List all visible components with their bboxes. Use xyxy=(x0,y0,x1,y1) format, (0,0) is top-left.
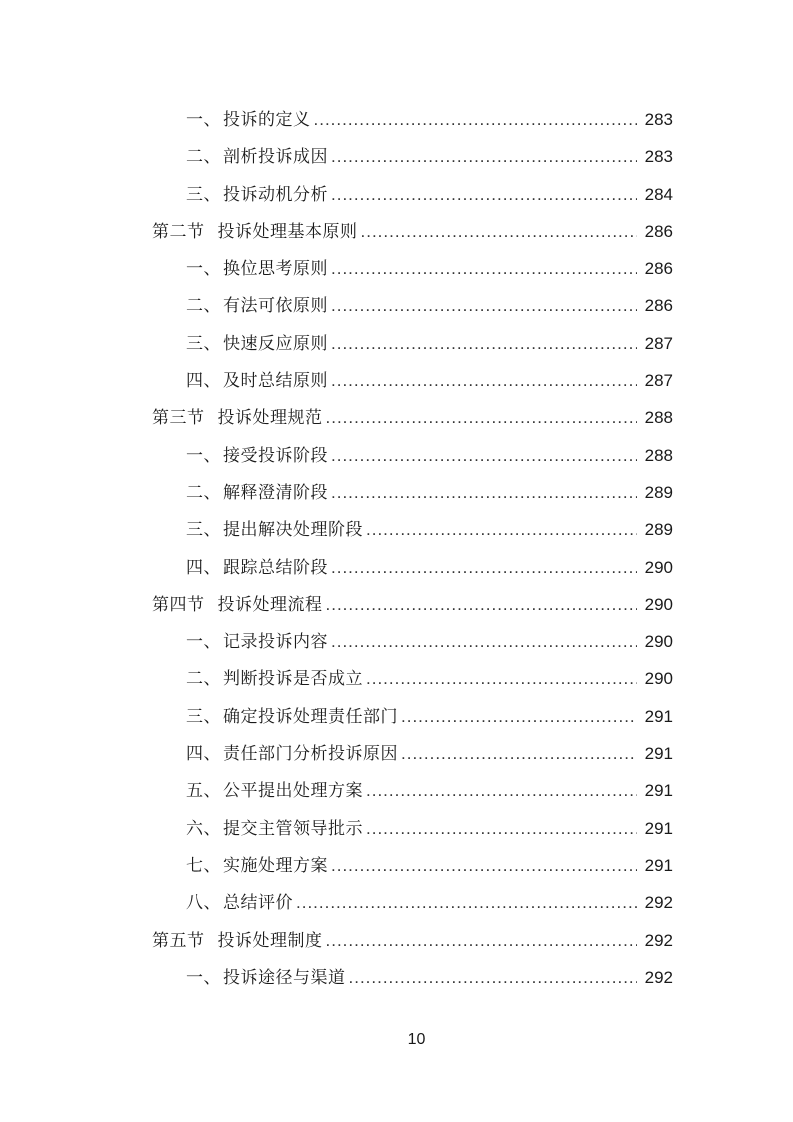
dot-leader xyxy=(401,698,637,735)
toc-entry-title: 投诉动机分析 xyxy=(223,184,328,205)
toc-entry-label xyxy=(186,550,328,587)
toc-entry-title: 投诉处理规范 xyxy=(217,408,323,429)
toc-entry-page: 286 xyxy=(644,296,673,316)
toc-entry[interactable] xyxy=(152,511,673,548)
toc-section-entry[interactable] xyxy=(152,586,673,623)
toc-entry-number: 七、 xyxy=(186,855,221,876)
toc-entry-page: 289 xyxy=(644,520,673,540)
toc-entry-number: 第五节 xyxy=(152,930,205,951)
toc-entry-label xyxy=(186,736,398,773)
dot-leader xyxy=(361,213,638,250)
toc-entry[interactable] xyxy=(152,884,673,921)
toc-entry-page: 288 xyxy=(644,408,673,428)
toc-entry-number: 第三节 xyxy=(152,408,205,429)
toc-entry-label xyxy=(186,773,363,810)
toc-entry-page: 291 xyxy=(644,706,673,726)
toc-entry-label xyxy=(186,438,328,475)
toc-entry-number: 第二节 xyxy=(152,221,205,242)
toc-entry-page: 290 xyxy=(644,557,673,577)
dot-leader xyxy=(331,138,637,175)
toc-entry-number: 八、 xyxy=(186,893,221,914)
toc-entry-title: 投诉处理流程 xyxy=(217,594,323,615)
toc-section-entry[interactable] xyxy=(152,213,673,250)
toc-entry-title: 跟踪总结阶段 xyxy=(223,557,328,578)
dot-leader xyxy=(331,623,637,660)
toc-entry-number: 二、 xyxy=(186,669,221,690)
toc-entry-page: 283 xyxy=(644,110,673,129)
toc-entry-label xyxy=(186,177,328,214)
toc-entry[interactable] xyxy=(152,138,673,175)
toc-entry-title: 提交主管领导批示 xyxy=(223,818,363,839)
toc-entry-label xyxy=(186,661,363,698)
toc-entry-label xyxy=(186,251,328,288)
toc-entry-page: 290 xyxy=(644,632,673,652)
dot-leader xyxy=(326,922,638,959)
toc-entry-number: 一、 xyxy=(186,445,221,466)
toc-entry-page: 287 xyxy=(644,371,673,391)
toc-entry-title: 实施处理方案 xyxy=(223,855,328,876)
toc-entry[interactable] xyxy=(152,437,673,474)
toc-entry[interactable] xyxy=(152,698,673,735)
dot-leader xyxy=(326,399,638,436)
toc-entry-title: 投诉途径与渠道 xyxy=(223,967,346,988)
toc-entry[interactable] xyxy=(152,772,673,809)
toc-entry-label xyxy=(186,326,328,363)
toc-entry-title: 确定投诉处理责任部门 xyxy=(223,706,398,727)
toc-entry-number: 四、 xyxy=(186,744,221,765)
toc-entry-number: 六、 xyxy=(186,818,221,839)
toc-entry-number: 一、 xyxy=(186,967,221,988)
toc-entry-page: 290 xyxy=(644,594,673,614)
dot-leader xyxy=(314,101,638,138)
toc-entry[interactable] xyxy=(152,847,673,884)
toc-entry-page: 286 xyxy=(644,221,673,241)
toc-entry-number: 一、 xyxy=(186,259,221,280)
toc-entry-title: 责任部门分析投诉原因 xyxy=(223,744,398,765)
toc-entry-title: 快速反应原则 xyxy=(223,333,328,354)
toc-entry-page: 288 xyxy=(644,445,673,465)
toc-entry-title: 记录投诉内容 xyxy=(223,632,328,653)
toc-entry-number: 三、 xyxy=(186,520,221,541)
dot-leader xyxy=(331,549,637,586)
toc-entry-title: 投诉处理制度 xyxy=(217,930,323,951)
toc-entry-title: 投诉的定义 xyxy=(223,110,311,130)
toc-entry-title: 及时总结原则 xyxy=(223,371,328,392)
toc-entry-page: 291 xyxy=(644,781,673,801)
toc-entry-label xyxy=(186,288,328,325)
dot-leader xyxy=(349,959,638,996)
toc-entry[interactable] xyxy=(152,287,673,324)
toc-entry-page: 291 xyxy=(644,855,673,875)
dot-leader xyxy=(296,884,637,921)
dot-leader xyxy=(366,772,637,809)
toc-entry-page: 283 xyxy=(644,147,673,167)
toc-entry-label xyxy=(152,923,323,960)
toc-entry-label xyxy=(186,475,328,512)
toc-entry-page: 284 xyxy=(644,184,673,204)
dot-leader xyxy=(366,660,637,697)
table-of-contents xyxy=(152,101,673,996)
toc-entry-number: 一、 xyxy=(186,632,221,653)
toc-entry-number: 二、 xyxy=(186,296,221,317)
toc-entry-title: 投诉处理基本原则 xyxy=(217,221,358,242)
dot-leader xyxy=(331,437,637,474)
toc-entry-number: 三、 xyxy=(186,706,221,727)
toc-entry-title: 判断投诉是否成立 xyxy=(223,669,363,690)
toc-entry-number: 五、 xyxy=(186,781,221,802)
toc-entry-title: 有法可依原则 xyxy=(223,296,328,317)
toc-entry-page: 291 xyxy=(644,818,673,838)
toc-entry-label xyxy=(186,512,363,549)
toc-entry[interactable] xyxy=(152,362,673,399)
toc-entry-label xyxy=(186,699,398,736)
toc-entry-title: 公平提出处理方案 xyxy=(223,781,363,802)
toc-entry-page: 292 xyxy=(644,893,673,913)
toc-entry-title: 总结评价 xyxy=(223,893,293,914)
toc-entry-title: 剖析投诉成因 xyxy=(223,147,328,168)
dot-leader xyxy=(331,250,637,287)
toc-entry-number: 第四节 xyxy=(152,594,205,615)
toc-entry[interactable] xyxy=(152,810,673,847)
toc-entry[interactable] xyxy=(152,959,673,996)
toc-entry[interactable] xyxy=(152,250,673,287)
toc-entry-number: 四、 xyxy=(186,371,221,392)
toc-entry-number: 一、 xyxy=(186,110,221,130)
toc-entry-page: 290 xyxy=(644,669,673,689)
toc-entry-label xyxy=(152,400,323,437)
toc-entry-label xyxy=(186,139,328,176)
toc-entry-page: 286 xyxy=(644,259,673,279)
dot-leader xyxy=(331,474,637,511)
toc-section-entry[interactable] xyxy=(152,399,673,436)
toc-entry-label xyxy=(186,363,328,400)
toc-entry-page: 292 xyxy=(644,930,673,950)
dot-leader xyxy=(331,362,637,399)
toc-entry-label xyxy=(152,587,323,624)
dot-leader xyxy=(326,586,638,623)
toc-entry-label xyxy=(186,102,311,139)
toc-entry-page: 291 xyxy=(644,744,673,764)
toc-entry[interactable] xyxy=(152,176,673,213)
toc-entry-title: 接受投诉阶段 xyxy=(223,445,328,466)
toc-entry-label xyxy=(152,214,358,251)
toc-entry[interactable] xyxy=(152,474,673,511)
toc-entry-title: 解释澄清阶段 xyxy=(223,482,328,503)
toc-entry-label xyxy=(186,885,293,922)
toc-entry[interactable] xyxy=(152,549,673,586)
toc-entry[interactable] xyxy=(152,735,673,772)
toc-section-entry[interactable] xyxy=(152,922,673,959)
toc-entry-label xyxy=(186,624,328,661)
toc-entry[interactable] xyxy=(152,325,673,362)
toc-entry-page: 292 xyxy=(644,967,673,987)
toc-entry-number: 三、 xyxy=(186,333,221,354)
dot-leader xyxy=(366,511,637,548)
toc-entry[interactable] xyxy=(152,660,673,697)
dot-leader xyxy=(331,847,637,884)
toc-entry-title: 换位思考原则 xyxy=(223,259,328,280)
page-number: 10 xyxy=(407,1031,426,1048)
toc-entry-title: 提出解决处理阶段 xyxy=(223,520,363,541)
toc-entry-page: 287 xyxy=(644,333,673,353)
toc-entry-label xyxy=(186,960,346,997)
dot-leader xyxy=(401,735,637,772)
dot-leader xyxy=(366,810,637,847)
dot-leader xyxy=(331,176,637,213)
toc-entry-number: 四、 xyxy=(186,557,221,578)
dot-leader xyxy=(331,325,637,362)
toc-entry-number: 三、 xyxy=(186,184,221,205)
toc-entry[interactable] xyxy=(152,101,673,138)
toc-entry-number: 二、 xyxy=(186,147,221,168)
toc-entry-label xyxy=(186,848,328,885)
toc-entry[interactable] xyxy=(152,623,673,660)
toc-entry-label xyxy=(186,811,363,848)
toc-entry-page: 289 xyxy=(644,482,673,502)
toc-entry-number: 二、 xyxy=(186,482,221,503)
dot-leader xyxy=(331,287,637,324)
